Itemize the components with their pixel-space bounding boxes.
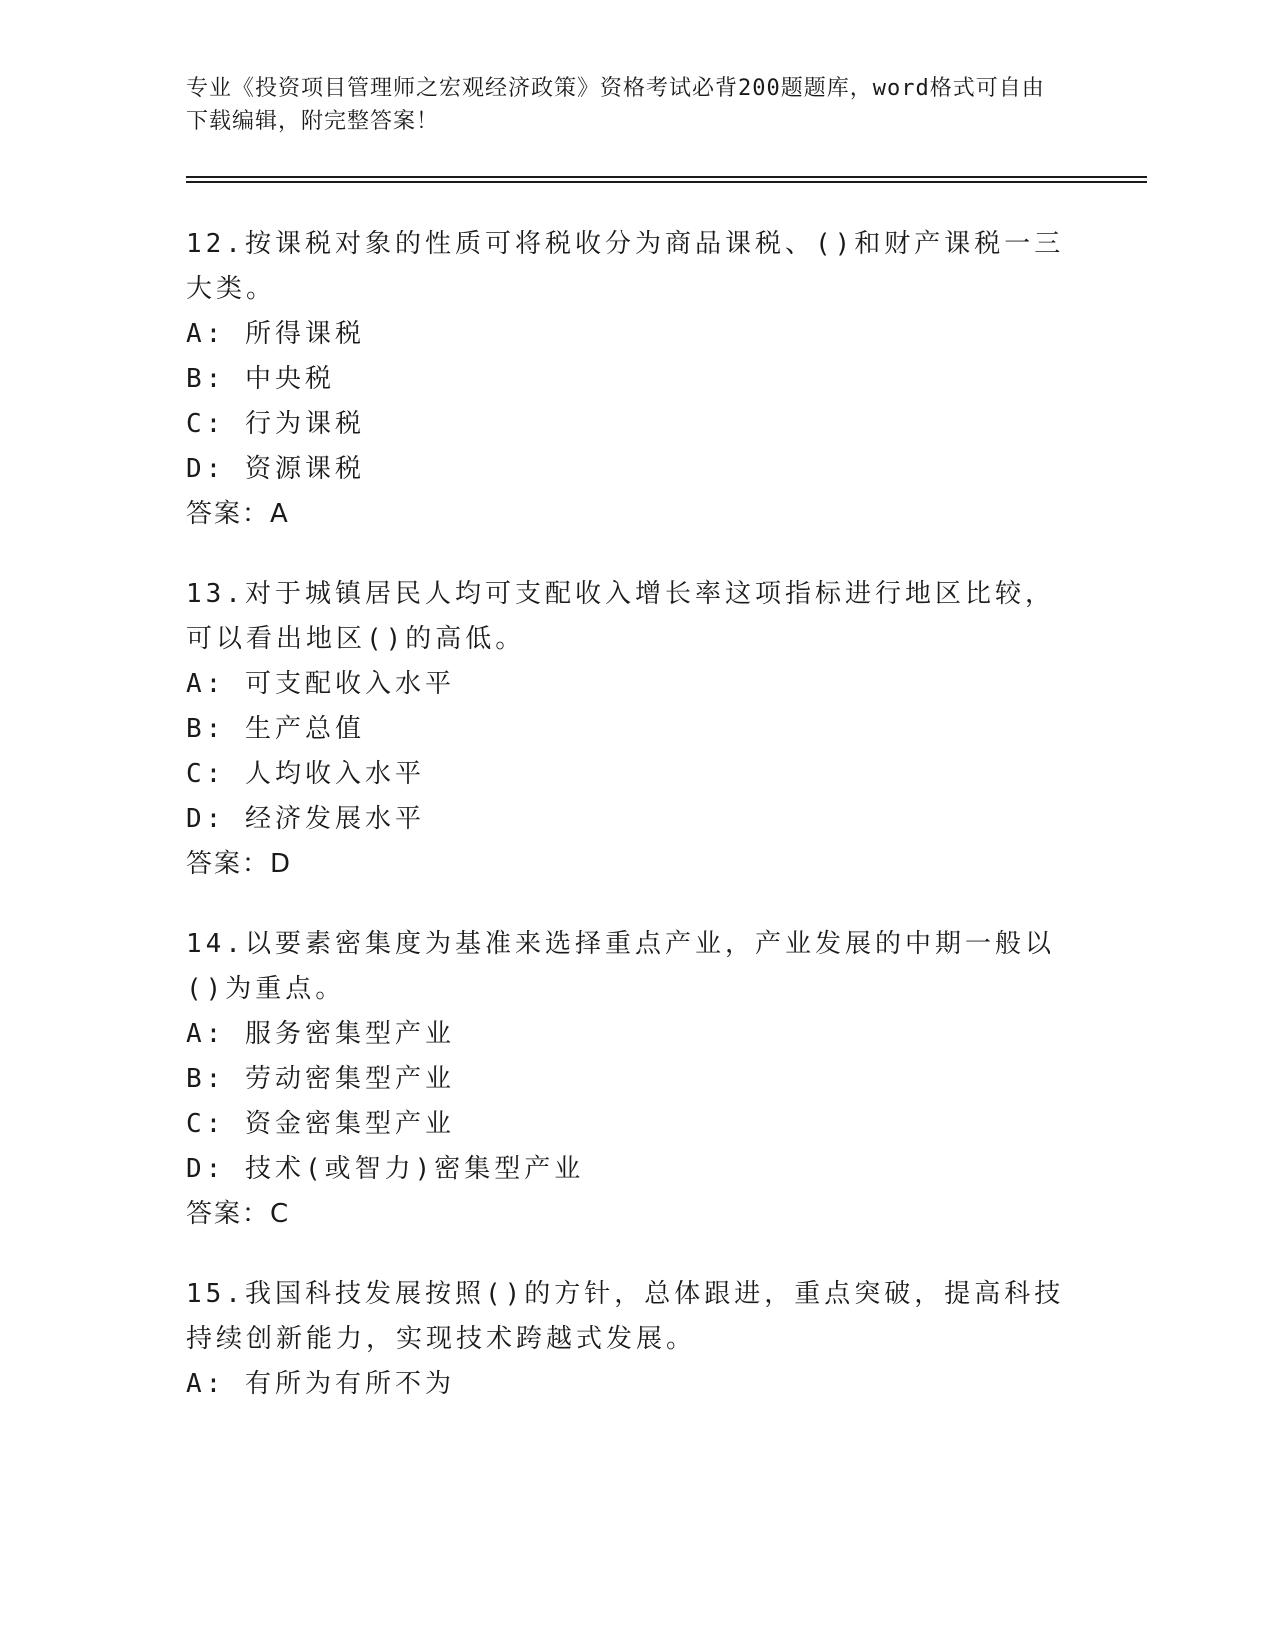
question-stem: 15.我国科技发展按照()的方针，总体跟进，重点突破，提高科技持续创新能力，实现技术跨越式发展。 <box>186 1279 1065 1354</box>
question-14 <box>186 922 1066 1237</box>
question-stem: 12.按课税对象的性质可将税收分为商品课税、()和财产课税一三大类。 <box>186 229 1065 304</box>
option-b: B: 生产总值 <box>186 714 365 744</box>
question-13 <box>186 572 1066 887</box>
answer-line <box>186 1192 1066 1237</box>
option-d: D: 资源课税 <box>186 454 365 484</box>
option-a: A: 服务密集型产业 <box>186 1019 455 1049</box>
option-c: C: 人均收入水平 <box>186 759 425 789</box>
question-12 <box>186 222 1066 537</box>
answer-line <box>186 492 1066 537</box>
question-stem: 14.以要素密集度为基准来选择重点产业，产业发展的中期一般以()为重点。 <box>186 929 1055 1004</box>
option-a: A: 所得课税 <box>186 319 365 349</box>
answer-line <box>186 842 1066 887</box>
answer-value: A <box>270 499 288 529</box>
answer-value: C <box>270 1199 289 1229</box>
option-c: C: 行为课税 <box>186 409 365 439</box>
option-b: B: 中央税 <box>186 364 335 394</box>
document-header: 专业《投资项目管理师之宏观经济政策》资格考试必背200题题库，word格式可自由下载编辑，附完整答案！ <box>186 76 1045 134</box>
option-d: D: 技术(或智力)密集型产业 <box>186 1154 585 1184</box>
header-divider-bottom <box>186 181 1147 183</box>
option-a: A: 有所为有所不为 <box>186 1369 455 1399</box>
answer-label: 答案： <box>186 1199 271 1229</box>
option-c: C: 资金密集型产业 <box>186 1109 455 1139</box>
option-d: D: 经济发展水平 <box>186 804 425 834</box>
answer-value: D <box>270 849 291 879</box>
answer-label: 答案： <box>186 849 271 879</box>
question-stem: 13.对于城镇居民人均可支配收入增长率这项指标进行地区比较，可以看出地区()的高低。 <box>186 579 1055 654</box>
option-b: B: 劳动密集型产业 <box>186 1064 455 1094</box>
option-a: A: 可支配收入水平 <box>186 669 455 699</box>
question-15 <box>186 1272 1066 1407</box>
header-divider-top <box>186 176 1147 178</box>
answer-label: 答案： <box>186 499 271 529</box>
